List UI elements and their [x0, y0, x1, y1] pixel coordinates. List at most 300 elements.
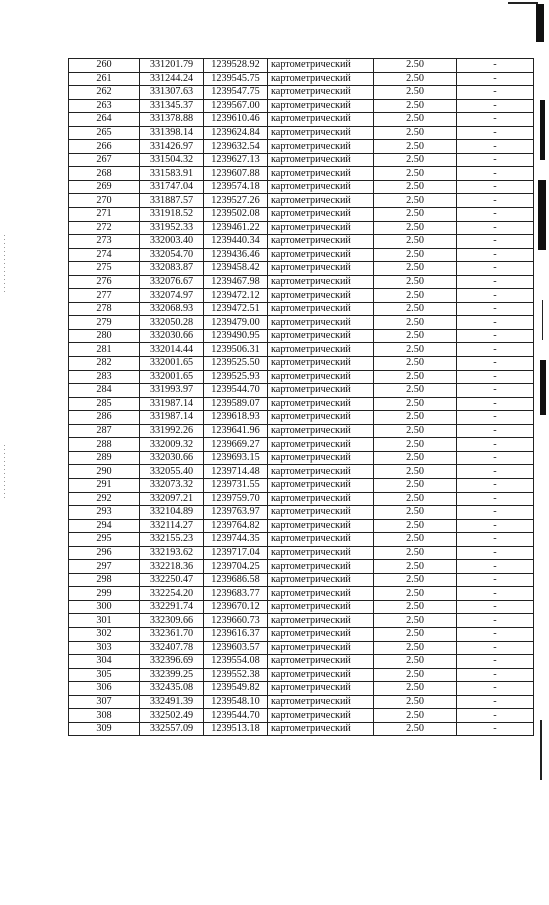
table-row	[69, 600, 534, 614]
cell-accuracy: 2.50	[374, 641, 457, 655]
cell-coord-y: 1239624.84	[204, 126, 268, 140]
cell-point-number: 265	[69, 126, 140, 140]
scan-edge-mark-2	[540, 100, 545, 160]
cell-coord-y: 1239607.88	[204, 167, 268, 181]
cell-method: картометрический	[268, 682, 374, 696]
cell-point-number: 263	[69, 99, 140, 113]
table-row	[69, 682, 534, 696]
cell-accuracy: 2.50	[374, 302, 457, 316]
cell-point-number: 261	[69, 72, 140, 86]
table-row	[69, 357, 534, 371]
cell-method: картометрический	[268, 614, 374, 628]
cell-coord-y: 1239603.57	[204, 641, 268, 655]
cell-coord-x: 332083.87	[140, 262, 204, 276]
cell-coord-x: 331378.88	[140, 113, 204, 127]
cell-point-number: 277	[69, 289, 140, 303]
cell-coord-y: 1239547.75	[204, 86, 268, 100]
cell-coord-x: 332074.97	[140, 289, 204, 303]
cell-note: -	[457, 289, 534, 303]
cell-coord-x: 332073.32	[140, 478, 204, 492]
cell-note: -	[457, 86, 534, 100]
cell-method: картометрический	[268, 478, 374, 492]
cell-point-number: 301	[69, 614, 140, 628]
cell-accuracy: 2.50	[374, 153, 457, 167]
cell-accuracy: 2.50	[374, 465, 457, 479]
cell-coord-x: 332291.74	[140, 600, 204, 614]
cell-note: -	[457, 316, 534, 330]
cell-point-number: 305	[69, 668, 140, 682]
table-row	[69, 695, 534, 709]
cell-point-number: 273	[69, 235, 140, 249]
cell-note: -	[457, 357, 534, 371]
cell-coord-x: 332030.66	[140, 451, 204, 465]
cell-point-number: 292	[69, 492, 140, 506]
cell-coord-y: 1239632.54	[204, 140, 268, 154]
cell-coord-y: 1239436.46	[204, 248, 268, 262]
cell-method: картометрический	[268, 316, 374, 330]
cell-note: -	[457, 140, 534, 154]
cell-coord-x: 332193.62	[140, 546, 204, 560]
cell-note: -	[457, 59, 534, 73]
cell-coord-x: 331345.37	[140, 99, 204, 113]
table-row	[69, 438, 534, 452]
table-row	[69, 343, 534, 357]
cell-coord-y: 1239552.38	[204, 668, 268, 682]
cell-point-number: 304	[69, 655, 140, 669]
cell-method: картометрический	[268, 86, 374, 100]
cell-point-number: 272	[69, 221, 140, 235]
cell-note: -	[457, 208, 534, 222]
scan-noise-left-1	[4, 235, 5, 295]
cell-coord-y: 1239502.08	[204, 208, 268, 222]
cell-note: -	[457, 235, 534, 249]
table-row	[69, 384, 534, 398]
scan-edge-mark-3	[538, 180, 546, 250]
cell-method: картометрический	[268, 533, 374, 547]
cell-point-number: 307	[69, 695, 140, 709]
table-row	[69, 506, 534, 520]
cell-coord-x: 332218.36	[140, 560, 204, 574]
cell-point-number: 309	[69, 722, 140, 736]
cell-coord-x: 332050.28	[140, 316, 204, 330]
cell-accuracy: 2.50	[374, 655, 457, 669]
cell-point-number: 276	[69, 275, 140, 289]
cell-point-number: 306	[69, 682, 140, 696]
table-row	[69, 709, 534, 723]
cell-note: -	[457, 411, 534, 425]
table-row	[69, 587, 534, 601]
cell-accuracy: 2.50	[374, 316, 457, 330]
cell-coord-x: 332502.49	[140, 709, 204, 723]
cell-coord-x: 331504.32	[140, 153, 204, 167]
table-row	[69, 546, 534, 560]
cell-coord-x: 331987.14	[140, 411, 204, 425]
cell-note: -	[457, 329, 534, 343]
cell-coord-x: 332003.40	[140, 235, 204, 249]
cell-point-number: 260	[69, 59, 140, 73]
cell-method: картометрический	[268, 451, 374, 465]
cell-accuracy: 2.50	[374, 99, 457, 113]
cell-note: -	[457, 302, 534, 316]
cell-note: -	[457, 655, 534, 669]
cell-point-number: 274	[69, 248, 140, 262]
cell-note: -	[457, 492, 534, 506]
cell-coord-x: 331398.14	[140, 126, 204, 140]
cell-note: -	[457, 546, 534, 560]
cell-method: картометрический	[268, 384, 374, 398]
cell-note: -	[457, 668, 534, 682]
cell-method: картометрический	[268, 370, 374, 384]
cell-coord-y: 1239704.25	[204, 560, 268, 574]
cell-method: картометрический	[268, 627, 374, 641]
cell-method: картометрический	[268, 560, 374, 574]
cell-coord-x: 331887.57	[140, 194, 204, 208]
cell-point-number: 290	[69, 465, 140, 479]
cell-coord-x: 332361.70	[140, 627, 204, 641]
cell-point-number: 285	[69, 397, 140, 411]
cell-method: картометрический	[268, 709, 374, 723]
cell-note: -	[457, 465, 534, 479]
cell-accuracy: 2.50	[374, 478, 457, 492]
cell-coord-y: 1239548.10	[204, 695, 268, 709]
cell-point-number: 279	[69, 316, 140, 330]
cell-point-number: 303	[69, 641, 140, 655]
cell-coord-y: 1239513.18	[204, 722, 268, 736]
cell-coord-x: 331583.91	[140, 167, 204, 181]
table-row	[69, 641, 534, 655]
cell-coord-x: 332104.89	[140, 506, 204, 520]
cell-note: -	[457, 614, 534, 628]
cell-accuracy: 2.50	[374, 235, 457, 249]
table-row	[69, 451, 534, 465]
cell-accuracy: 2.50	[374, 424, 457, 438]
cell-accuracy: 2.50	[374, 329, 457, 343]
table-row	[69, 235, 534, 249]
cell-coord-y: 1239731.55	[204, 478, 268, 492]
cell-coord-x: 332399.25	[140, 668, 204, 682]
cell-coord-y: 1239527.26	[204, 194, 268, 208]
cell-point-number: 295	[69, 533, 140, 547]
cell-accuracy: 2.50	[374, 370, 457, 384]
cell-method: картометрический	[268, 465, 374, 479]
cell-point-number: 264	[69, 113, 140, 127]
cell-point-number: 278	[69, 302, 140, 316]
cell-note: -	[457, 72, 534, 86]
table-row	[69, 329, 534, 343]
cell-coord-y: 1239641.96	[204, 424, 268, 438]
cell-method: картометрический	[268, 519, 374, 533]
cell-accuracy: 2.50	[374, 194, 457, 208]
cell-note: -	[457, 99, 534, 113]
cell-method: картометрический	[268, 587, 374, 601]
cell-note: -	[457, 722, 534, 736]
cell-coord-y: 1239461.22	[204, 221, 268, 235]
table-row	[69, 113, 534, 127]
cell-point-number: 267	[69, 153, 140, 167]
cell-note: -	[457, 627, 534, 641]
cell-note: -	[457, 262, 534, 276]
cell-coord-y: 1239744.35	[204, 533, 268, 547]
cell-accuracy: 2.50	[374, 546, 457, 560]
cell-point-number: 296	[69, 546, 140, 560]
cell-coord-x: 332001.65	[140, 357, 204, 371]
cell-coord-x: 332396.69	[140, 655, 204, 669]
cell-coord-y: 1239549.82	[204, 682, 268, 696]
table-row	[69, 533, 534, 547]
cell-coord-x: 331244.24	[140, 72, 204, 86]
cell-coord-y: 1239574.18	[204, 180, 268, 194]
cell-coord-y: 1239717.04	[204, 546, 268, 560]
table-row	[69, 180, 534, 194]
cell-method: картометрический	[268, 248, 374, 262]
scan-noise-left-2	[4, 445, 5, 500]
cell-accuracy: 2.50	[374, 533, 457, 547]
cell-coord-y: 1239554.08	[204, 655, 268, 669]
table-row	[69, 126, 534, 140]
table-row	[69, 655, 534, 669]
cell-note: -	[457, 424, 534, 438]
table-row	[69, 397, 534, 411]
cell-note: -	[457, 519, 534, 533]
cell-accuracy: 2.50	[374, 668, 457, 682]
cell-note: -	[457, 167, 534, 181]
table-row	[69, 465, 534, 479]
cell-accuracy: 2.50	[374, 682, 457, 696]
cell-coord-x: 331747.04	[140, 180, 204, 194]
cell-coord-y: 1239589.07	[204, 397, 268, 411]
cell-coord-x: 332254.20	[140, 587, 204, 601]
cell-coord-y: 1239467.98	[204, 275, 268, 289]
cell-method: картометрический	[268, 140, 374, 154]
cell-note: -	[457, 682, 534, 696]
cell-method: картометрический	[268, 492, 374, 506]
table-row	[69, 289, 534, 303]
cell-accuracy: 2.50	[374, 709, 457, 723]
cell-accuracy: 2.50	[374, 492, 457, 506]
cell-note: -	[457, 573, 534, 587]
cell-point-number: 281	[69, 343, 140, 357]
cell-method: картометрический	[268, 302, 374, 316]
cell-point-number: 287	[69, 424, 140, 438]
cell-accuracy: 2.50	[374, 397, 457, 411]
cell-coord-x: 332407.78	[140, 641, 204, 655]
cell-accuracy: 2.50	[374, 208, 457, 222]
cell-coord-y: 1239506.31	[204, 343, 268, 357]
cell-coord-x: 332114.27	[140, 519, 204, 533]
cell-note: -	[457, 506, 534, 520]
table-row	[69, 208, 534, 222]
cell-accuracy: 2.50	[374, 506, 457, 520]
cell-point-number: 299	[69, 587, 140, 601]
cell-method: картометрический	[268, 99, 374, 113]
cell-coord-y: 1239458.42	[204, 262, 268, 276]
cell-point-number: 271	[69, 208, 140, 222]
cell-coord-y: 1239472.51	[204, 302, 268, 316]
coordinates-table-body	[69, 59, 534, 736]
cell-note: -	[457, 533, 534, 547]
cell-note: -	[457, 384, 534, 398]
table-row	[69, 194, 534, 208]
cell-point-number: 270	[69, 194, 140, 208]
table-row	[69, 302, 534, 316]
cell-method: картометрический	[268, 153, 374, 167]
table-row	[69, 627, 534, 641]
table-row	[69, 370, 534, 384]
cell-method: картометрический	[268, 180, 374, 194]
cell-coord-y: 1239479.00	[204, 316, 268, 330]
cell-coord-y: 1239764.82	[204, 519, 268, 533]
cell-note: -	[457, 221, 534, 235]
cell-note: -	[457, 180, 534, 194]
cell-method: картометрический	[268, 411, 374, 425]
table-row	[69, 86, 534, 100]
cell-method: картометрический	[268, 72, 374, 86]
cell-accuracy: 2.50	[374, 248, 457, 262]
cell-accuracy: 2.50	[374, 411, 457, 425]
table-row	[69, 99, 534, 113]
cell-point-number: 302	[69, 627, 140, 641]
cell-method: картометрический	[268, 424, 374, 438]
table-row	[69, 153, 534, 167]
cell-coord-x: 332155.23	[140, 533, 204, 547]
cell-method: картометрический	[268, 546, 374, 560]
cell-method: картометрический	[268, 357, 374, 371]
cell-coord-y: 1239545.75	[204, 72, 268, 86]
cell-accuracy: 2.50	[374, 614, 457, 628]
cell-coord-y: 1239759.70	[204, 492, 268, 506]
cell-point-number: 308	[69, 709, 140, 723]
cell-coord-y: 1239610.46	[204, 113, 268, 127]
cell-point-number: 280	[69, 329, 140, 343]
cell-method: картометрический	[268, 208, 374, 222]
cell-accuracy: 2.50	[374, 357, 457, 371]
cell-coord-y: 1239440.34	[204, 235, 268, 249]
cell-method: картометрический	[268, 438, 374, 452]
cell-note: -	[457, 370, 534, 384]
cell-accuracy: 2.50	[374, 600, 457, 614]
cell-note: -	[457, 587, 534, 601]
cell-coord-x: 331918.52	[140, 208, 204, 222]
cell-method: картометрический	[268, 600, 374, 614]
cell-point-number: 262	[69, 86, 140, 100]
cell-coord-x: 332435.08	[140, 682, 204, 696]
cell-point-number: 268	[69, 167, 140, 181]
cell-method: картометрический	[268, 329, 374, 343]
table-row	[69, 614, 534, 628]
table-row	[69, 573, 534, 587]
table-row	[69, 140, 534, 154]
cell-coord-y: 1239544.70	[204, 384, 268, 398]
cell-note: -	[457, 126, 534, 140]
cell-method: картометрический	[268, 262, 374, 276]
cell-coord-y: 1239616.37	[204, 627, 268, 641]
cell-accuracy: 2.50	[374, 560, 457, 574]
cell-coord-y: 1239693.15	[204, 451, 268, 465]
cell-coord-x: 331993.97	[140, 384, 204, 398]
cell-accuracy: 2.50	[374, 262, 457, 276]
cell-point-number: 291	[69, 478, 140, 492]
table-row	[69, 411, 534, 425]
cell-coord-x: 331987.14	[140, 397, 204, 411]
table-row	[69, 72, 534, 86]
cell-point-number: 283	[69, 370, 140, 384]
cell-accuracy: 2.50	[374, 72, 457, 86]
cell-method: картометрический	[268, 126, 374, 140]
cell-coord-y: 1239669.27	[204, 438, 268, 452]
cell-note: -	[457, 641, 534, 655]
table-row	[69, 722, 534, 736]
cell-accuracy: 2.50	[374, 167, 457, 181]
table-row	[69, 478, 534, 492]
cell-accuracy: 2.50	[374, 722, 457, 736]
cell-accuracy: 2.50	[374, 59, 457, 73]
cell-accuracy: 2.50	[374, 695, 457, 709]
cell-method: картометрический	[268, 573, 374, 587]
cell-point-number: 275	[69, 262, 140, 276]
cell-accuracy: 2.50	[374, 180, 457, 194]
cell-coord-y: 1239763.97	[204, 506, 268, 520]
cell-coord-x: 332250.47	[140, 573, 204, 587]
cell-note: -	[457, 560, 534, 574]
scan-edge-top	[508, 2, 538, 4]
cell-note: -	[457, 451, 534, 465]
cell-coord-y: 1239490.95	[204, 329, 268, 343]
table-row	[69, 248, 534, 262]
table-row	[69, 221, 534, 235]
cell-note: -	[457, 438, 534, 452]
cell-accuracy: 2.50	[374, 438, 457, 452]
table-row	[69, 668, 534, 682]
cell-method: картометрический	[268, 59, 374, 73]
cell-method: картометрический	[268, 655, 374, 669]
cell-accuracy: 2.50	[374, 140, 457, 154]
cell-coord-x: 332055.40	[140, 465, 204, 479]
cell-accuracy: 2.50	[374, 86, 457, 100]
cell-coord-x: 332491.39	[140, 695, 204, 709]
cell-method: картометрический	[268, 506, 374, 520]
cell-note: -	[457, 709, 534, 723]
cell-method: картометрический	[268, 235, 374, 249]
cell-note: -	[457, 153, 534, 167]
cell-accuracy: 2.50	[374, 126, 457, 140]
table-row	[69, 275, 534, 289]
cell-note: -	[457, 113, 534, 127]
cell-coord-y: 1239567.00	[204, 99, 268, 113]
cell-coord-x: 332014.44	[140, 343, 204, 357]
cell-coord-x: 332076.67	[140, 275, 204, 289]
cell-coord-x: 332068.93	[140, 302, 204, 316]
table-row	[69, 519, 534, 533]
table-row	[69, 59, 534, 73]
cell-point-number: 284	[69, 384, 140, 398]
cell-coord-y: 1239528.92	[204, 59, 268, 73]
coordinates-table	[68, 58, 534, 736]
cell-coord-x: 332030.66	[140, 329, 204, 343]
cell-point-number: 298	[69, 573, 140, 587]
cell-note: -	[457, 600, 534, 614]
cell-method: картометрический	[268, 275, 374, 289]
cell-method: картометрический	[268, 397, 374, 411]
scan-edge-mark-1	[536, 4, 544, 42]
cell-accuracy: 2.50	[374, 113, 457, 127]
cell-coord-x: 332001.65	[140, 370, 204, 384]
cell-method: картометрический	[268, 289, 374, 303]
cell-coord-x: 332309.66	[140, 614, 204, 628]
cell-coord-y: 1239544.70	[204, 709, 268, 723]
cell-method: картометрический	[268, 641, 374, 655]
cell-point-number: 293	[69, 506, 140, 520]
cell-accuracy: 2.50	[374, 384, 457, 398]
